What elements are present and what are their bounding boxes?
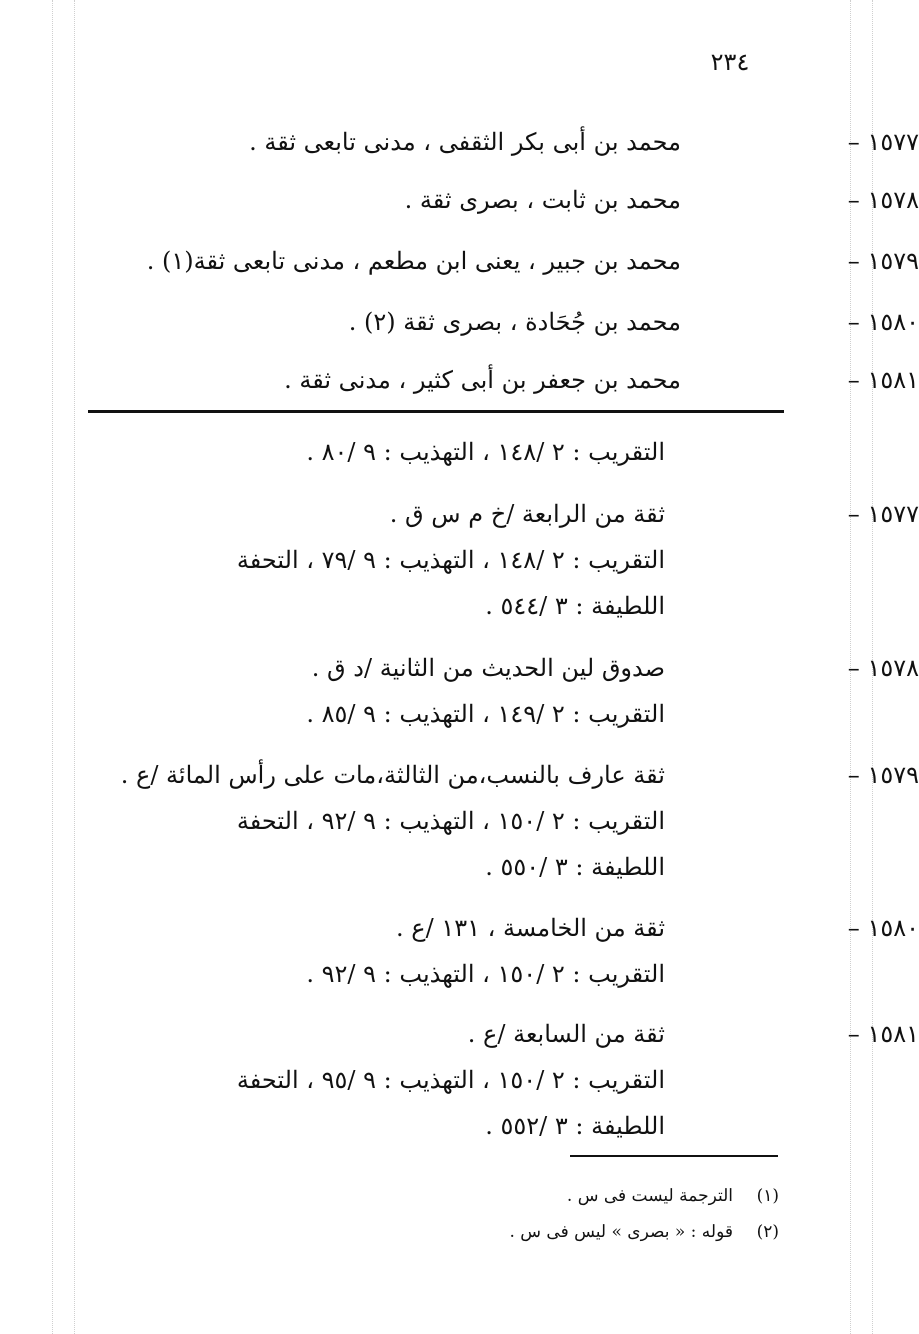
entry-text: محمد بن جبير ، يعنى ابن مطعم ، مدنى تابعى ثقة(١) .: [146, 247, 681, 275]
commentary-line: ثقة من الخامسة ، ١٣١ /ع .: [396, 914, 665, 942]
scan-guide-line: [74, 0, 75, 1334]
page-number: ٢٣٤: [710, 48, 750, 76]
commentary-line: التقريب : ٢ /١٥٠ ، التهذيب : ٩ /٩٢ .: [306, 960, 665, 988]
entry-text: محمد بن جعفر بن أبى كثير ، مدنى ثقة .: [284, 366, 681, 394]
commentary-number: ١٥٨٠ –: [847, 914, 919, 942]
entry-text: محمد بن جُحَادة ، بصرى ثقة (٢) .: [348, 308, 681, 336]
commentary-intro: التقريب : ٢ /١٤٨ ، التهذيب : ٩ /٨٠ .: [306, 438, 665, 466]
commentary-line: اللطيفة : ٣ /٥٤٤ .: [485, 592, 665, 620]
entry-text: محمد بن ثابت ، بصرى ثقة .: [404, 186, 681, 214]
section-divider: [88, 410, 784, 413]
commentary-number: ١٥٧٩ –: [847, 761, 919, 789]
commentary-line: اللطيفة : ٣ /٥٥٠ .: [485, 853, 665, 881]
commentary-line: ثقة عارف بالنسب،من الثالثة،مات على رأس المائة /ع .: [120, 761, 665, 789]
entry-number: ١٥٧٨ –: [847, 186, 919, 214]
entry-number: ١٥٧٩ –: [847, 247, 919, 275]
commentary-line: التقريب : ٢ /١٤٨ ، التهذيب : ٩ /٧٩ ، التحفة: [236, 546, 665, 574]
entry-number: ١٥٨٠ –: [847, 308, 919, 336]
commentary-line: التقريب : ٢ /١٤٩ ، التهذيب : ٩ /٨٥ .: [306, 700, 665, 728]
scan-guide-line: [52, 0, 53, 1334]
footnote-ref: (٢): [756, 1222, 779, 1242]
entry-text: محمد بن أبى بكر الثقفى ، مدنى تابعى ثقة .: [249, 128, 681, 156]
commentary-line: صدوق لين الحديث من الثانية /د ق .: [311, 654, 665, 682]
footnote-rule: [570, 1155, 778, 1157]
commentary-line: ثقة من الرابعة /خ م س ق .: [389, 500, 665, 528]
commentary-line: التقريب : ٢ /١٥٠ ، التهذيب : ٩ /٩٥ ، التحفة: [236, 1066, 665, 1094]
commentary-number: ١٥٧٨ –: [847, 654, 919, 682]
footnote-text: الترجمة ليست فى س .: [566, 1186, 733, 1206]
commentary-line: ثقة من السابعة /ع .: [467, 1020, 665, 1048]
entry-number: ١٥٧٧ –: [847, 128, 919, 156]
footnote-text: قوله : « بصرى » ليس فى س .: [509, 1222, 733, 1242]
footnote-ref: (١): [756, 1186, 779, 1206]
commentary-line: اللطيفة : ٣ /٥٥٢ .: [485, 1112, 665, 1140]
entry-number: ١٥٨١ –: [847, 366, 919, 394]
commentary-line: التقريب : ٢ /١٥٠ ، التهذيب : ٩ /٩٢ ، التحفة: [236, 807, 665, 835]
commentary-number: ١٥٧٧ –: [847, 500, 919, 528]
commentary-number: ١٥٨١ –: [847, 1020, 919, 1048]
